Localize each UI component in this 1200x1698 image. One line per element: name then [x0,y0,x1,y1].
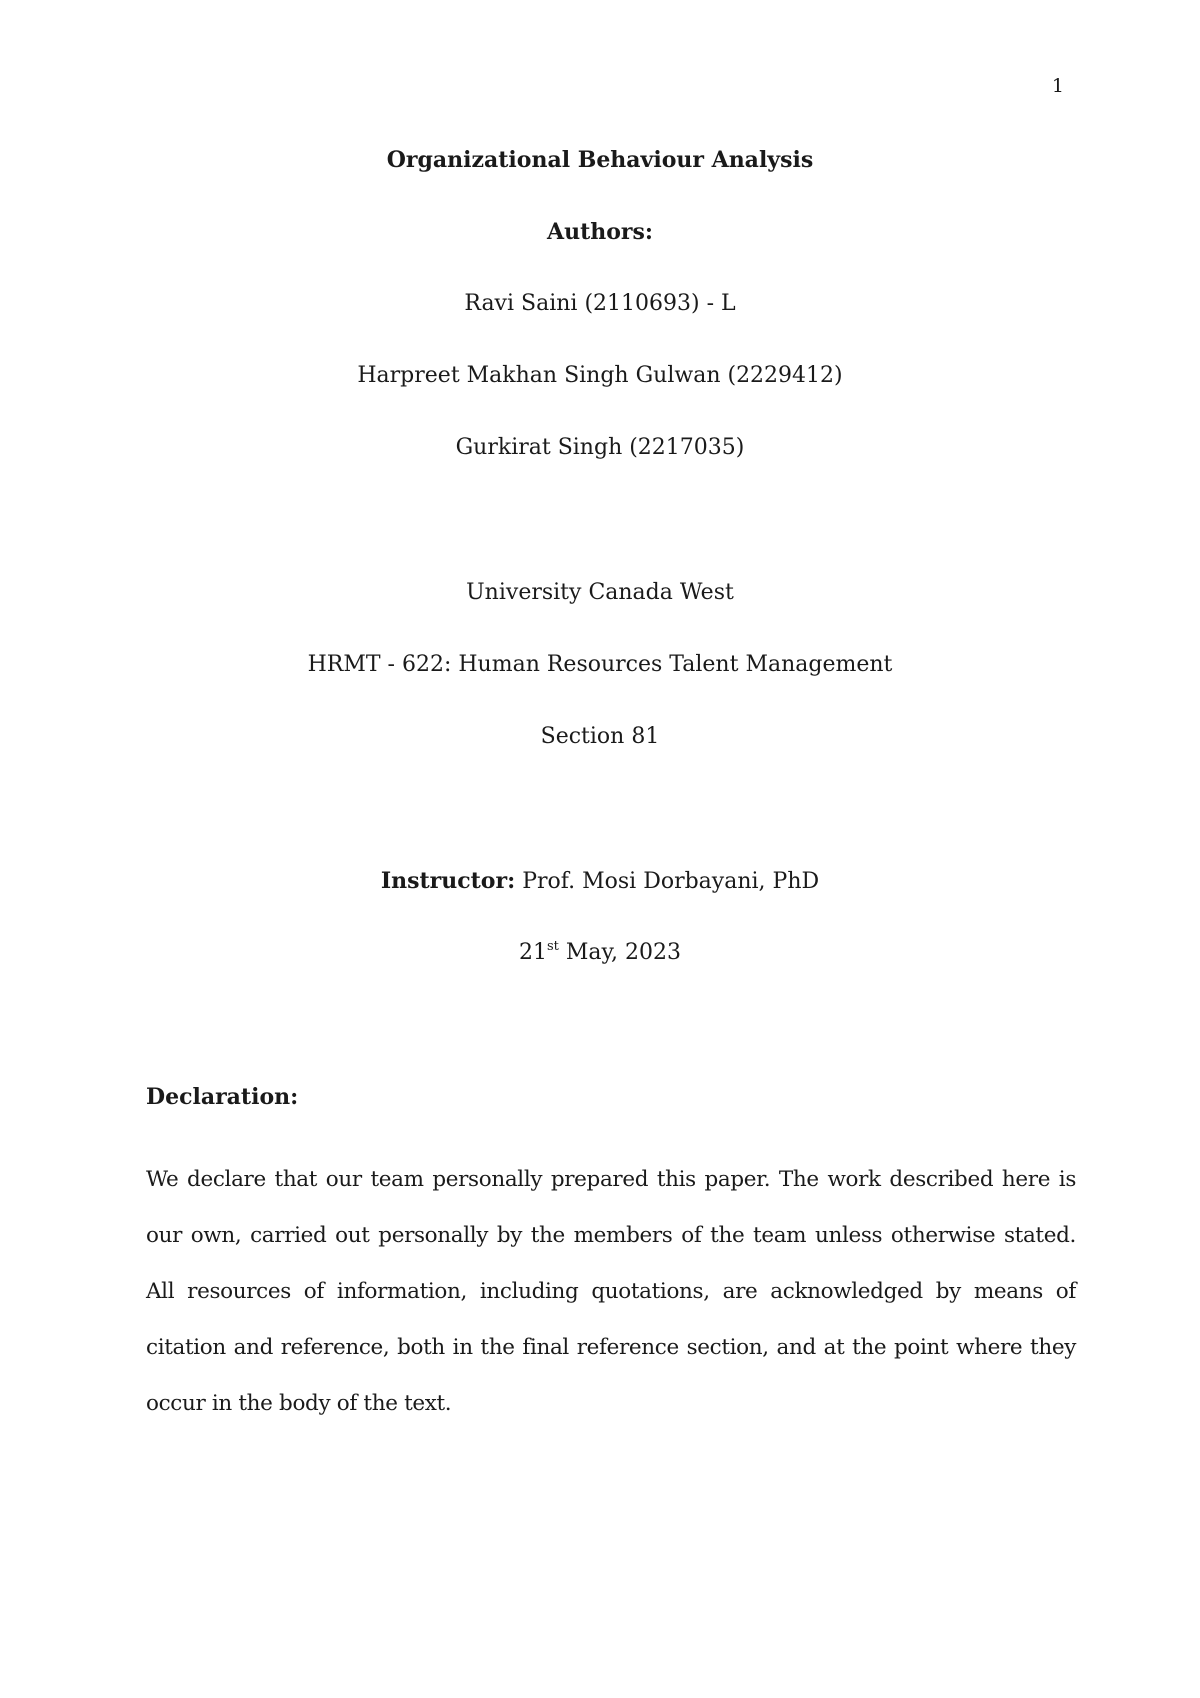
course-name: HRMT - 622: Human Resources Talent Management [307,652,893,677]
date-day: 21 [518,940,547,965]
page-number: 1 [1051,75,1064,97]
course-section: Section 81 [540,724,660,749]
instructor-label: Instructor: [380,868,516,894]
date-line [0,939,1200,967]
author-line: Harpreet Makhan Singh Gulwan (2229412) [357,363,843,388]
instructor-line [0,867,1200,896]
instructor-name: Prof. Mosi Dorbayani, PhD [522,869,820,894]
author-line: Ravi Saini (2110693) - L [464,291,736,316]
author-line: Gurkirat Singh (2217035) [455,435,745,460]
authors-heading: Authors: [547,219,653,245]
declaration-text: We declare that our team personally prepared this paper. The work described here is our own, carried out personally by the members of the team unless otherwise stated. All resources of information, including quotations, are acknowledged by means of citation and reference, both in the final reference section, and at the point where they occur in the body of the text. [146,1167,1076,1416]
document-title: Organizational Behaviour Analysis [386,147,814,173]
declaration-heading: Declaration: [146,1084,299,1110]
institution: University Canada West [466,580,734,605]
date-suffix: st [546,939,559,954]
date-rest: May, 2023 [558,940,682,965]
